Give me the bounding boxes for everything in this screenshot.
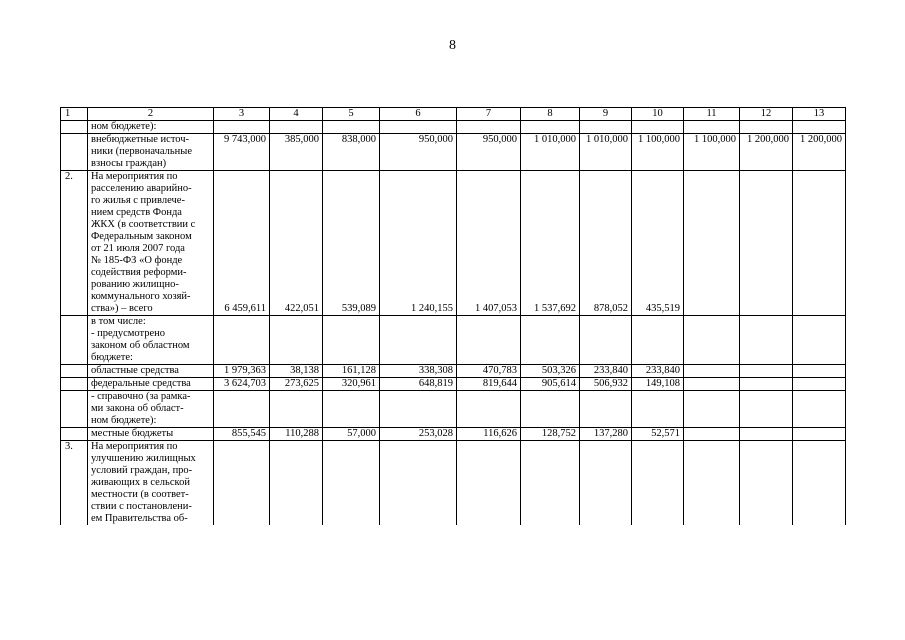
row-number	[61, 378, 88, 391]
value-cell	[684, 391, 740, 428]
column-header: 9	[580, 108, 632, 121]
value-cell	[270, 121, 323, 134]
value-cell	[740, 378, 793, 391]
value-cell: 1 010,000	[521, 134, 580, 171]
row-number	[61, 316, 88, 365]
value-cell	[740, 365, 793, 378]
value-cell	[270, 441, 323, 526]
value-cell	[457, 121, 521, 134]
budget-table	[60, 107, 846, 525]
page-number: 8	[449, 38, 456, 53]
header-row	[61, 108, 846, 121]
row-description-text: областные средства	[91, 365, 179, 376]
column-header: 4	[270, 108, 323, 121]
value-cell	[380, 316, 457, 365]
value-cell	[214, 121, 270, 134]
value-cell: 1 407,053	[457, 171, 521, 316]
row-description-text: в том числе: - предусмотрено законом об областном бюджете:	[91, 316, 190, 363]
row-number	[61, 121, 88, 134]
value-cell: 320,961	[323, 378, 380, 391]
value-cell: 233,840	[580, 365, 632, 378]
table-row	[61, 134, 846, 171]
value-cell	[740, 121, 793, 134]
column-header: 3	[214, 108, 270, 121]
value-cell	[793, 121, 846, 134]
row-description	[88, 365, 214, 378]
value-cell	[457, 316, 521, 365]
value-cell	[684, 171, 740, 316]
value-cell: 435,519	[632, 171, 684, 316]
column-header: 7	[457, 108, 521, 121]
column-header: 10	[632, 108, 684, 121]
value-cell	[632, 391, 684, 428]
value-cell: 38,138	[270, 365, 323, 378]
row-description	[88, 428, 214, 441]
column-header: 1	[61, 108, 88, 121]
row-number: 2.	[61, 171, 88, 316]
table-row	[61, 121, 846, 134]
value-cell: 338,308	[380, 365, 457, 378]
value-cell: 1 200,000	[793, 134, 846, 171]
value-cell: 1 200,000	[740, 134, 793, 171]
row-description	[88, 316, 214, 365]
value-cell: 1 979,363	[214, 365, 270, 378]
column-header: 6	[380, 108, 457, 121]
table-row	[61, 391, 846, 428]
value-cell	[740, 428, 793, 441]
value-cell: 950,000	[457, 134, 521, 171]
value-cell: 233,840	[632, 365, 684, 378]
row-description-text: федеральные средства	[91, 378, 191, 389]
value-cell	[684, 441, 740, 526]
value-cell: 149,108	[632, 378, 684, 391]
row-description	[88, 171, 214, 316]
value-cell: 503,326	[521, 365, 580, 378]
value-cell	[684, 121, 740, 134]
row-number	[61, 428, 88, 441]
column-header: 2	[88, 108, 214, 121]
value-cell	[684, 316, 740, 365]
value-cell: 539,089	[323, 171, 380, 316]
table-row	[61, 171, 846, 316]
value-cell	[380, 441, 457, 526]
value-cell	[740, 441, 793, 526]
value-cell	[214, 441, 270, 526]
value-cell	[457, 441, 521, 526]
value-cell: 506,932	[580, 378, 632, 391]
column-header: 11	[684, 108, 740, 121]
value-cell: 422,051	[270, 171, 323, 316]
column-header: 12	[740, 108, 793, 121]
value-cell: 161,128	[323, 365, 380, 378]
value-cell	[380, 121, 457, 134]
value-cell: 1 100,000	[684, 134, 740, 171]
row-description-text: внебюджетные источ- ники (первоначальные взносы граждан)	[91, 134, 193, 169]
value-cell	[740, 316, 793, 365]
value-cell	[684, 365, 740, 378]
value-cell	[457, 391, 521, 428]
row-description	[88, 134, 214, 171]
value-cell	[270, 316, 323, 365]
value-cell: 9 743,000	[214, 134, 270, 171]
row-description-text: местные бюджеты	[91, 428, 174, 439]
value-cell	[740, 391, 793, 428]
value-cell: 470,783	[457, 365, 521, 378]
value-cell	[632, 441, 684, 526]
value-cell	[793, 316, 846, 365]
value-cell: 273,625	[270, 378, 323, 391]
value-cell: 648,819	[380, 378, 457, 391]
table-row	[61, 365, 846, 378]
value-cell	[793, 441, 846, 526]
table-row	[61, 378, 846, 391]
row-description-text: ном бюджете):	[91, 121, 157, 132]
value-cell: 128,752	[521, 428, 580, 441]
value-cell	[323, 391, 380, 428]
value-cell	[380, 391, 457, 428]
value-cell	[270, 391, 323, 428]
row-description	[88, 441, 214, 526]
row-description	[88, 121, 214, 134]
value-cell: 1 010,000	[580, 134, 632, 171]
column-header: 5	[323, 108, 380, 121]
value-cell: 950,000	[380, 134, 457, 171]
value-cell: 838,000	[323, 134, 380, 171]
value-cell	[684, 428, 740, 441]
value-cell: 819,644	[457, 378, 521, 391]
value-cell	[793, 171, 846, 316]
row-description-text: На мероприятия по улучшению жилищных условий граждан, про- живающих в сельской местности (в соответ- ствии с постановлени- ем Правительства об-	[91, 441, 196, 524]
value-cell	[580, 316, 632, 365]
value-cell: 905,614	[521, 378, 580, 391]
value-cell: 855,545	[214, 428, 270, 441]
value-cell	[793, 365, 846, 378]
value-cell	[793, 378, 846, 391]
value-cell	[521, 441, 580, 526]
value-cell: 6 459,611	[214, 171, 270, 316]
value-cell: 385,000	[270, 134, 323, 171]
value-cell: 1 100,000	[632, 134, 684, 171]
value-cell: 878,052	[580, 171, 632, 316]
row-description	[88, 378, 214, 391]
row-description-text: - справочно (за рамка- ми закона об област- ном бюджете):	[91, 391, 191, 426]
value-cell: 253,028	[380, 428, 457, 441]
value-cell	[684, 378, 740, 391]
value-cell: 3 624,703	[214, 378, 270, 391]
value-cell: 1 240,155	[380, 171, 457, 316]
value-cell	[521, 391, 580, 428]
value-cell: 57,000	[323, 428, 380, 441]
value-cell	[793, 428, 846, 441]
column-header: 8	[521, 108, 580, 121]
value-cell	[521, 316, 580, 365]
table-row	[61, 441, 846, 526]
value-cell: 137,280	[580, 428, 632, 441]
table-row	[61, 428, 846, 441]
value-cell: 116,626	[457, 428, 521, 441]
row-number	[61, 365, 88, 378]
value-cell	[323, 441, 380, 526]
value-cell	[740, 171, 793, 316]
value-cell	[580, 121, 632, 134]
row-number	[61, 391, 88, 428]
row-number: 3.	[61, 441, 88, 526]
value-cell	[521, 121, 580, 134]
value-cell: 1 537,692	[521, 171, 580, 316]
row-number	[61, 134, 88, 171]
column-header: 13	[793, 108, 846, 121]
value-cell	[793, 391, 846, 428]
value-cell	[632, 121, 684, 134]
value-cell	[580, 391, 632, 428]
value-cell	[580, 441, 632, 526]
table-row	[61, 316, 846, 365]
value-cell: 110,288	[270, 428, 323, 441]
value-cell	[323, 316, 380, 365]
value-cell	[214, 316, 270, 365]
value-cell	[323, 121, 380, 134]
value-cell: 52,571	[632, 428, 684, 441]
value-cell	[214, 391, 270, 428]
value-cell	[632, 316, 684, 365]
row-description	[88, 391, 214, 428]
row-description-text: На мероприятия по расселению аварийно- го жилья с привлече- нием средств Фонда ЖКХ (в соответствии с Федеральным законом от 21 июля 2007 года № 185-ФЗ «О фонде содействия реформи- рованию жилищно- коммунального хозяй- ства») – всего	[91, 171, 196, 314]
